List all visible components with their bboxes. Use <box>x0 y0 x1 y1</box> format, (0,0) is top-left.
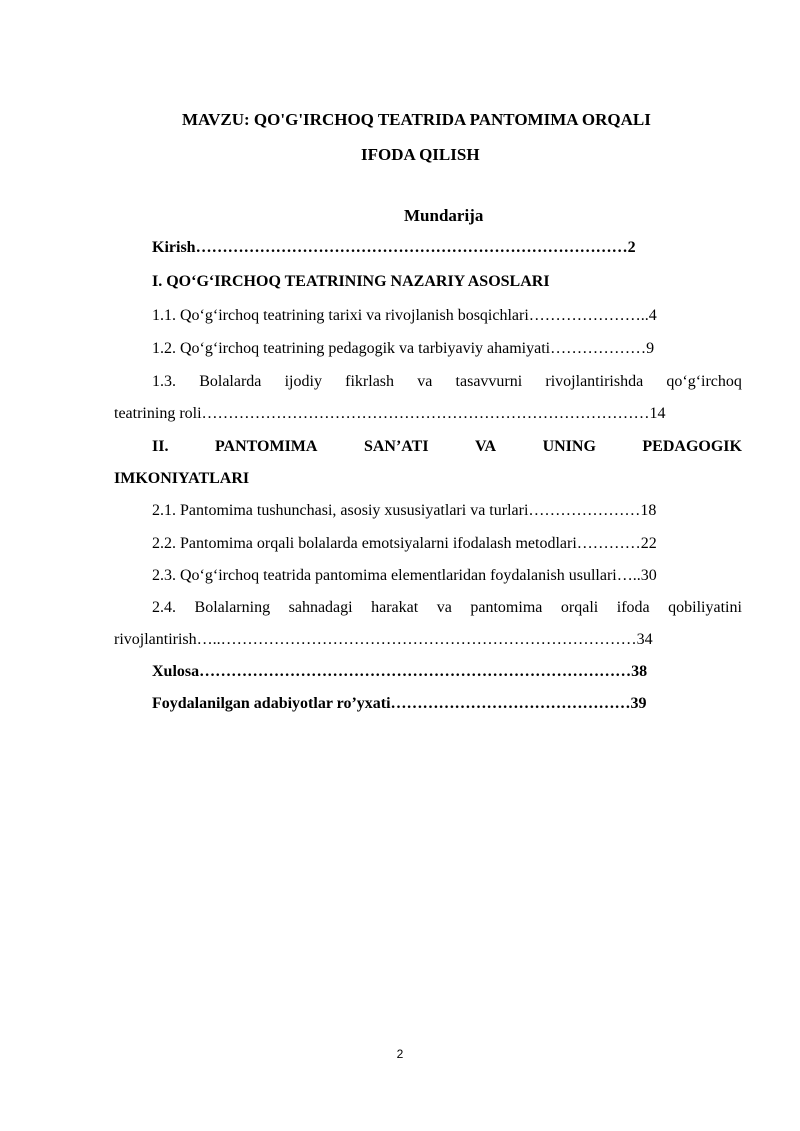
toc-entry-2-4-continued: rivojlantirish…..……………………………………………………………………34 <box>114 631 653 648</box>
toc-word: ijodiy <box>284 373 322 390</box>
toc-entry-xulosa: Xulosa………………………………………………………………………38 <box>152 663 648 680</box>
toc-word: Bolalarning <box>194 599 271 616</box>
toc-entry-1-3 <box>152 372 742 392</box>
toc-word: II. <box>152 438 169 455</box>
toc-entry-2-3: 2.3. Qo‘g‘irchoq teatrida pantomima elementlaridan foydalanish usullari…..30 <box>152 567 657 584</box>
toc-entry-kirish: Kirish………………………………………………………………………2 <box>152 239 636 256</box>
title-line-1: MAVZU: QO'G'IRCHOQ TEATRIDA PANTOMIMA ORQALI <box>182 110 651 129</box>
toc-entry-1-3-continued: teatrining roli…………………………………………………………………………14 <box>114 405 666 422</box>
toc-word: VA <box>475 438 497 455</box>
toc-entry-2-2: 2.2. Pantomima orqali bolalarda emotsiyalarni ifodalash metodlari…………22 <box>152 535 657 552</box>
toc-word: Bolalarda <box>199 373 262 390</box>
toc-word: va <box>417 373 433 390</box>
toc-entry-1-2: 1.2. Qo‘g‘irchoq teatrining pedagogik va tarbiyaviy ahamiyati………………9 <box>152 340 655 357</box>
toc-word: pantomima <box>470 599 543 616</box>
toc-word: fikrlash <box>345 373 395 390</box>
toc-word: SAN’ATI <box>363 438 429 455</box>
toc-word: PANTOMIMA <box>214 438 318 455</box>
toc-word: rivojlantirishda <box>545 373 644 390</box>
toc-word: 2.4. <box>152 599 176 616</box>
toc-word: PEDAGOGIK <box>642 438 742 455</box>
toc-word: sahnadagi <box>288 599 353 616</box>
toc-chapter-1: I. QO‘G‘IRCHOQ TEATRINING NAZARIY ASOSLARI <box>152 273 550 290</box>
toc-entry-1-1: 1.1. Qo‘g‘irchoq teatrining tarixi va rivojlanish bosqichlari…………………..4 <box>152 307 657 324</box>
toc-word: orqali <box>560 599 599 616</box>
toc-entry-adabiyotlar: Foydalanilgan adabiyotlar ro’yxati………………………………………39 <box>152 695 647 712</box>
toc-word: 1.3. <box>152 373 176 390</box>
toc-entry-2-4 <box>152 598 742 618</box>
toc-word: harakat <box>371 599 419 616</box>
toc-word: qo‘g‘irchoq <box>666 373 742 390</box>
title-line-2: IFODA QILISH <box>361 145 480 164</box>
toc-word: qobiliyatini <box>668 599 742 616</box>
toc-chapter-2 <box>152 437 742 457</box>
page-number: 2 <box>396 1047 404 1061</box>
toc-word: tasavvurni <box>455 373 523 390</box>
toc-word: UNING <box>542 438 596 455</box>
toc-chapter-2-continued: IMKONIYATLARI <box>114 470 250 487</box>
toc-heading: Mundarija <box>404 206 484 225</box>
toc-word: ifoda <box>616 599 650 616</box>
toc-entry-2-1: 2.1. Pantomima tushunchasi, asosiy xususiyatlari va turlari…………………18 <box>152 502 657 519</box>
toc-word: va <box>436 599 452 616</box>
